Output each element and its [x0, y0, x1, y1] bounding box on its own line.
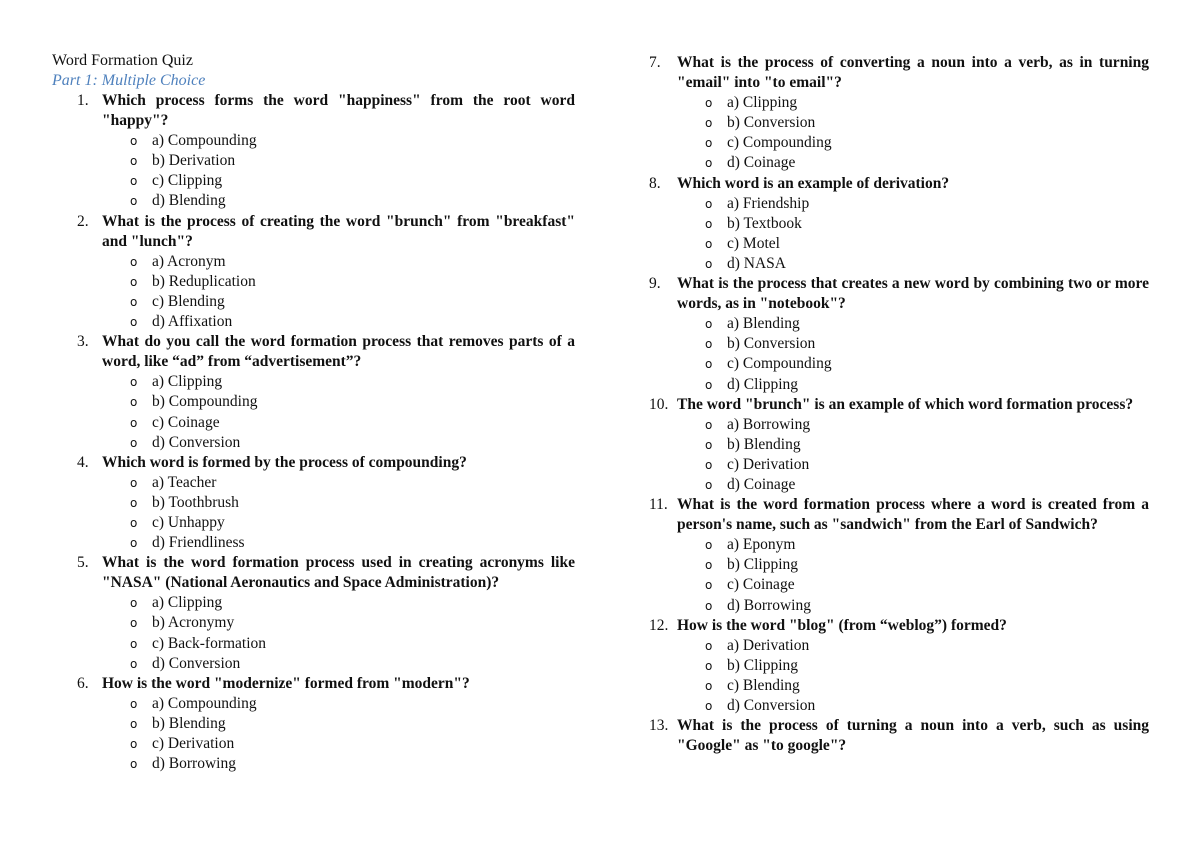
option-text: d) Borrowing — [152, 755, 236, 773]
question-text: What is the word formation process where a word is created from a person's name, such as "sandwich" from the Earl of Sandwich? — [677, 496, 1149, 534]
answer-option — [677, 575, 1149, 595]
option-text: b) Reduplication — [152, 272, 256, 290]
answer-option — [677, 696, 1149, 716]
circle-bullet-icon: o — [130, 194, 138, 209]
circle-bullet-icon: o — [130, 757, 138, 772]
circle-bullet-icon: o — [130, 274, 138, 289]
option-text: d) Blending — [152, 192, 226, 210]
option-text: d) Clipping — [727, 375, 799, 393]
question-item — [649, 716, 1149, 756]
left-column — [52, 51, 575, 774]
option-text: c) Clipping — [152, 172, 223, 190]
option-list — [677, 314, 1149, 394]
option-list — [677, 535, 1149, 615]
option-text: c) Derivation — [727, 455, 810, 473]
answer-option — [677, 596, 1149, 616]
question-item — [52, 332, 575, 453]
answer-option — [102, 372, 575, 392]
question-item — [649, 174, 1149, 274]
answer-option — [102, 513, 575, 533]
answer-option — [102, 654, 575, 674]
option-text: a) Clipping — [152, 594, 223, 612]
question-number: 13. — [649, 717, 669, 735]
circle-bullet-icon: o — [130, 415, 138, 430]
circle-bullet-icon: o — [705, 377, 713, 392]
circle-bullet-icon: o — [130, 716, 138, 731]
question-text: How is the word "modernize" formed from "modern"? — [102, 674, 470, 692]
document-title: Word Formation Quiz — [52, 52, 193, 69]
question-number: 9. — [649, 275, 661, 293]
question-item — [649, 495, 1149, 616]
answer-option — [677, 455, 1149, 475]
answer-option — [677, 254, 1149, 274]
option-list — [102, 372, 575, 452]
circle-bullet-icon: o — [705, 658, 713, 673]
option-text: d) Conversion — [152, 654, 241, 672]
answer-option — [102, 131, 575, 151]
answer-option — [677, 194, 1149, 214]
option-text: b) Conversion — [727, 335, 816, 353]
answer-option — [102, 593, 575, 613]
question-text: The word "brunch" is an example of which word formation process? — [677, 395, 1134, 413]
option-list — [102, 694, 575, 774]
question-number: 7. — [649, 54, 661, 71]
circle-bullet-icon: o — [705, 417, 713, 432]
question-number: 4. — [77, 453, 89, 471]
option-text: d) Conversion — [727, 697, 816, 714]
answer-option — [677, 334, 1149, 354]
circle-bullet-icon: o — [130, 515, 138, 530]
option-text: b) Clipping — [727, 556, 799, 574]
question-number: 3. — [77, 333, 89, 351]
circle-bullet-icon: o — [130, 294, 138, 309]
option-text: a) Clipping — [152, 373, 223, 391]
option-list — [102, 131, 575, 211]
answer-option — [102, 754, 575, 774]
question-number: 6. — [77, 674, 89, 692]
option-text: d) Conversion — [152, 433, 241, 451]
circle-bullet-icon: o — [130, 174, 138, 189]
circle-bullet-icon: o — [130, 596, 138, 611]
option-text: c) Unhappy — [152, 513, 225, 531]
circle-bullet-icon: o — [705, 196, 713, 211]
option-text: d) Affixation — [152, 313, 233, 331]
option-text: c) Compounding — [727, 134, 832, 152]
question-number: 11. — [649, 496, 668, 514]
option-text: a) Teacher — [152, 473, 217, 491]
answer-option — [102, 171, 575, 191]
answer-option — [677, 415, 1149, 435]
question-number: 12. — [649, 616, 669, 634]
option-list — [102, 593, 575, 673]
circle-bullet-icon: o — [130, 375, 138, 390]
answer-option — [102, 433, 575, 453]
option-text: b) Toothbrush — [152, 493, 239, 511]
answer-option — [677, 234, 1149, 254]
circle-bullet-icon: o — [130, 254, 138, 269]
circle-bullet-icon: o — [705, 699, 713, 713]
answer-option — [102, 714, 575, 734]
option-text: d) Coinage — [727, 475, 796, 493]
question-number: 10. — [649, 395, 669, 413]
circle-bullet-icon: o — [130, 696, 138, 711]
answer-option — [677, 636, 1149, 656]
circle-bullet-icon: o — [130, 616, 138, 631]
option-text: b) Blending — [152, 714, 226, 732]
circle-bullet-icon: o — [705, 598, 713, 613]
option-text: b) Textbook — [727, 214, 802, 232]
option-text: b) Clipping — [727, 656, 799, 674]
option-list — [677, 415, 1149, 495]
question-text: What is the process of turning a noun into a verb, such as using "Google" as "to google"? — [677, 717, 1149, 755]
question-text: Which word is an example of derivation? — [677, 174, 950, 192]
question-number: 5. — [77, 554, 89, 572]
option-list — [102, 473, 575, 553]
option-text: c) Derivation — [152, 735, 235, 752]
question-number: 8. — [649, 174, 661, 192]
circle-bullet-icon: o — [705, 357, 713, 372]
answer-option — [102, 312, 575, 332]
question-item — [52, 91, 575, 212]
option-text: a) Eponym — [727, 536, 796, 554]
answer-option — [102, 151, 575, 171]
answer-option — [677, 475, 1149, 495]
circle-bullet-icon: o — [705, 638, 713, 653]
option-text: a) Blending — [727, 315, 800, 333]
answer-option — [102, 634, 575, 654]
part-heading: Part 1: Multiple Choice — [52, 72, 206, 89]
circle-bullet-icon: o — [130, 154, 138, 169]
circle-bullet-icon: o — [705, 477, 713, 492]
circle-bullet-icon: o — [130, 656, 138, 671]
circle-bullet-icon: o — [705, 156, 713, 171]
circle-bullet-icon: o — [705, 256, 713, 271]
answer-option — [102, 413, 575, 433]
option-text: a) Friendship — [727, 194, 810, 212]
question-item — [52, 453, 575, 553]
question-item — [52, 553, 575, 674]
right-column — [649, 53, 1149, 756]
question-item — [649, 616, 1149, 716]
answer-option — [677, 676, 1149, 696]
circle-bullet-icon: o — [130, 134, 138, 149]
answer-option — [102, 694, 575, 714]
circle-bullet-icon: o — [705, 236, 713, 251]
option-list — [677, 636, 1149, 716]
option-text: c) Coinage — [727, 576, 795, 594]
answer-option — [677, 656, 1149, 676]
question-text: What is the word formation process used in creating acronyms like "NASA" (National Aeronautics and Space Administration)? — [102, 554, 575, 592]
answer-option — [677, 214, 1149, 234]
question-list-right — [649, 53, 1149, 756]
circle-bullet-icon: o — [130, 495, 138, 510]
option-text: d) Coinage — [727, 154, 796, 172]
answer-option — [677, 435, 1149, 455]
answer-option — [677, 314, 1149, 334]
option-text: b) Blending — [727, 435, 801, 453]
question-text: What is the process that creates a new word by combining two or more words, as in "notebook"? — [677, 275, 1149, 313]
circle-bullet-icon: o — [130, 475, 138, 490]
question-item — [52, 212, 575, 333]
answer-option — [677, 93, 1149, 113]
option-text: c) Motel — [727, 234, 780, 252]
circle-bullet-icon: o — [705, 96, 713, 111]
circle-bullet-icon: o — [130, 636, 138, 651]
option-text: d) Friendliness — [152, 534, 245, 552]
circle-bullet-icon: o — [705, 317, 713, 332]
circle-bullet-icon: o — [130, 315, 138, 330]
question-item — [649, 274, 1149, 395]
option-text: a) Compounding — [152, 694, 257, 712]
question-text: What do you call the word formation process that removes parts of a word, like “ad” from “advertisement”? — [102, 333, 575, 371]
answer-option — [102, 292, 575, 312]
answer-option — [102, 734, 575, 754]
question-list-left — [52, 91, 575, 774]
option-text: b) Conversion — [727, 114, 816, 132]
circle-bullet-icon: o — [705, 216, 713, 231]
option-text: a) Acronym — [152, 252, 226, 270]
question-text: How is the word "blog" (from “weblog”) formed? — [677, 616, 1007, 634]
answer-option — [102, 473, 575, 493]
option-text: d) Borrowing — [727, 596, 811, 614]
answer-option — [677, 375, 1149, 395]
question-number: 2. — [77, 212, 89, 230]
option-list — [102, 252, 575, 332]
option-text: a) Clipping — [727, 94, 798, 112]
option-list — [677, 194, 1149, 274]
circle-bullet-icon: o — [705, 116, 713, 131]
option-list — [677, 93, 1149, 173]
option-text: c) Coinage — [152, 413, 220, 431]
option-text: c) Back-formation — [152, 634, 267, 652]
answer-option — [102, 533, 575, 553]
option-text: b) Compounding — [152, 393, 258, 411]
circle-bullet-icon: o — [130, 536, 138, 551]
question-item — [649, 395, 1149, 495]
circle-bullet-icon: o — [130, 435, 138, 450]
circle-bullet-icon: o — [705, 578, 713, 593]
option-text: c) Blending — [727, 676, 800, 694]
option-text: a) Derivation — [727, 636, 810, 654]
circle-bullet-icon: o — [705, 337, 713, 352]
answer-option — [677, 153, 1149, 173]
circle-bullet-icon: o — [705, 457, 713, 472]
option-text: a) Compounding — [152, 132, 257, 150]
circle-bullet-icon: o — [130, 737, 138, 751]
question-text: Which word is formed by the process of compounding? — [102, 453, 467, 471]
answer-option — [102, 252, 575, 272]
option-text: b) Acronymy — [152, 614, 235, 632]
circle-bullet-icon: o — [705, 558, 713, 573]
question-text: Which process forms the word "happiness" from the root word "happy"? — [102, 92, 575, 130]
answer-option — [102, 191, 575, 211]
answer-option — [677, 113, 1149, 133]
circle-bullet-icon: o — [130, 395, 138, 410]
question-item — [52, 674, 575, 774]
option-text: c) Blending — [152, 292, 225, 310]
answer-option — [102, 493, 575, 513]
question-text: What is the process of creating the word "brunch" from "breakfast" and "lunch"? — [102, 212, 575, 250]
option-text: a) Borrowing — [727, 415, 811, 433]
option-text: b) Derivation — [152, 152, 236, 170]
option-text: c) Compounding — [727, 355, 832, 373]
circle-bullet-icon: o — [705, 136, 713, 151]
answer-option — [677, 555, 1149, 575]
answer-option — [677, 354, 1149, 374]
circle-bullet-icon: o — [705, 678, 713, 693]
answer-option — [102, 272, 575, 292]
question-text: What is the process of converting a noun into a verb, as in turning "email" into "to email"? — [677, 54, 1149, 92]
question-item — [649, 53, 1149, 174]
answer-option — [677, 133, 1149, 153]
answer-option — [677, 535, 1149, 555]
question-number: 1. — [77, 92, 89, 109]
answer-option — [102, 392, 575, 412]
answer-option — [102, 613, 575, 633]
option-text: d) NASA — [727, 254, 786, 272]
circle-bullet-icon: o — [705, 538, 713, 553]
circle-bullet-icon: o — [705, 437, 713, 452]
